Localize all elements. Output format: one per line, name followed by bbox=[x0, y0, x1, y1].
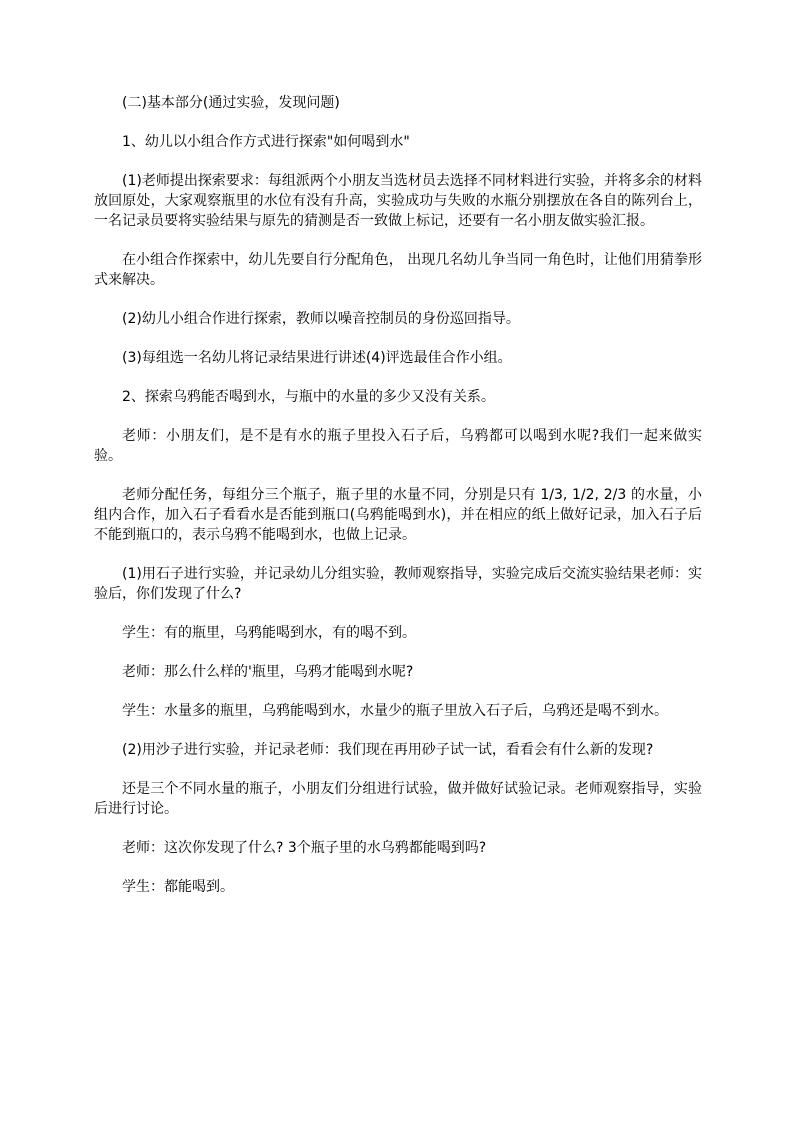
subsection-heading-1: 1、幼儿以小组合作方式进行探索"如何喝到水" bbox=[122, 134, 410, 150]
paragraph-sand-experiment: (2)用沙子进行实验，并记录老师：我们现在再用砂子试一试，看看会有什么新的发现? bbox=[122, 742, 654, 758]
document-body bbox=[94, 93, 702, 916]
dialogue-student-answer-3: 学生：都能喝到。 bbox=[122, 879, 234, 895]
dialogue-teacher-question-3: 老师：这次你发现了什么? 3个瓶子里的水乌鸦都能喝到吗? bbox=[122, 840, 487, 856]
section-heading: (二)基本部分(通过实验，发现问题) bbox=[122, 95, 340, 111]
subsection-heading-2: 2、探索乌鸦能否喝到水，与瓶中的水量的多少又没有关系。 bbox=[122, 389, 495, 405]
paragraph-group-exploration: (2)幼儿小组合作进行探索，教师以噪音控制员的身份巡回指导。 bbox=[122, 311, 520, 327]
paragraph-role-assignment: 在小组合作探索中，幼儿先要自行分配角色， 出现几名幼儿争当同一角色时，让他们用猜拳形式来解决。 bbox=[94, 252, 702, 288]
dialogue-teacher-question: 老师：小朋友们，是不是有水的瓶子里投入石子后，乌鸦都可以喝到水呢?我们一起来做实验。 bbox=[94, 428, 702, 464]
paragraph-task-assignment: 老师分配任务，每组分三个瓶子，瓶子里的水量不同，分别是只有 1/3, 1/2, 2/3 的水量，小组内合作，加入石子看看水是否能到瓶口(乌鸦能喝到水)，并在相应的纸上做好记录，加入石子后不能到瓶口的，表示乌鸦不能喝到水，也做上记录。 bbox=[94, 487, 702, 543]
dialogue-teacher-question-2: 老师：那么什么样的'瓶里，乌鸦才能喝到水呢? bbox=[122, 664, 414, 680]
paragraph-report-results: (3)每组选一名幼儿将记录结果进行讲述(4)评选最佳合作小组。 bbox=[122, 350, 512, 366]
dialogue-student-answer-1: 学生：有的瓶里，乌鸦能喝到水，有的喝不到。 bbox=[122, 625, 416, 641]
dialogue-student-answer-2: 学生：水量多的瓶里，乌鸦能喝到水，水量少的瓶子里放入石子后，乌鸦还是喝不到水。 bbox=[122, 703, 668, 719]
paragraph-three-bottles: 还是三个不同水量的瓶子，小朋友们分组进行试验，做并做好试验记录。老师观察指导，实验后进行讨论。 bbox=[94, 781, 702, 817]
paragraph-stone-experiment: (1)用石子进行实验，并记录幼儿分组实验，教师观察指导，实验完成后交流实验结果老师：实验后，你们发现了什么? bbox=[94, 566, 702, 602]
paragraph-exploration-requirements: (1)老师提出探索要求：每组派两个小朋友当选材员去选择不同材料进行实验，并将多余的材料放回原处，大家观察瓶里的水位有没有升高，实验成功与失败的水瓶分别摆放在各自的陈列台上，一名记录员要将实验结果与原先的猜测是否一致做上标记，还要有一名小朋友做实验汇报。 bbox=[94, 173, 702, 229]
